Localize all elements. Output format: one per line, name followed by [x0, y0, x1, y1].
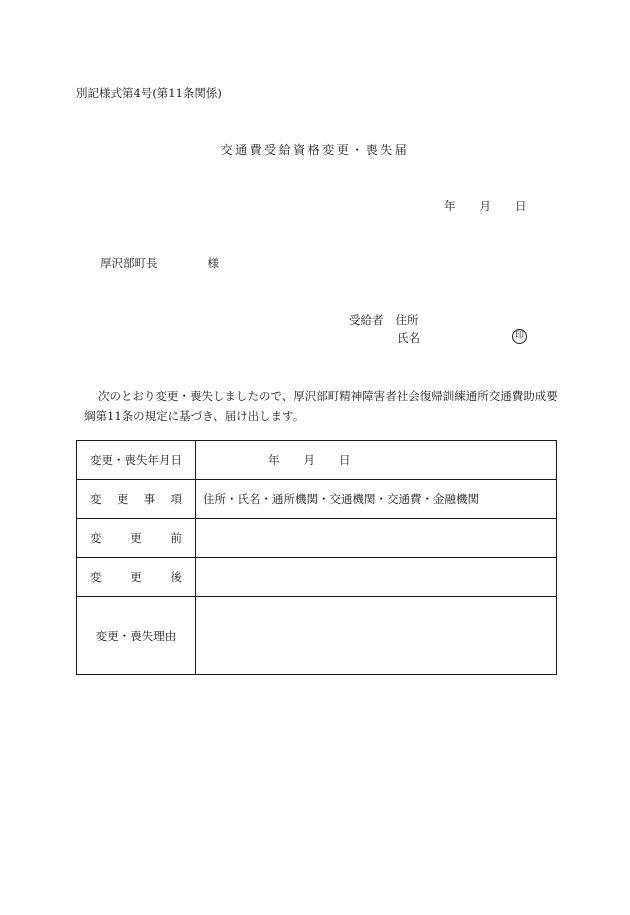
label-char: 後: [170, 570, 182, 584]
after-change-field[interactable]: [196, 558, 557, 597]
change-date-year: 年: [268, 453, 280, 467]
label-char: 変: [90, 531, 102, 545]
label-char: 更: [130, 570, 142, 584]
label-char: 更: [130, 531, 142, 545]
row-label-change-date: 変更・喪失年月日: [77, 441, 196, 480]
body-paragraph: 次のとおり変更・喪失しましたので、厚沢部町精神障害者社会復帰訓練通所交通費助成要綱第11条の規定に基づき、届け出します。: [84, 389, 558, 423]
table-row: [77, 558, 557, 597]
table-row: [77, 519, 557, 558]
addressee: [100, 255, 219, 271]
before-change-field[interactable]: [196, 519, 557, 558]
row-label-reason: 変更・喪失理由: [77, 597, 196, 675]
form-code: 別記様式第4号(第11条関係): [76, 86, 222, 100]
table-row: [77, 441, 557, 480]
recipient-name-line: [397, 330, 420, 346]
address-label: 住所: [395, 313, 419, 327]
reason-field[interactable]: [196, 597, 557, 675]
change-date-day: 日: [339, 453, 351, 467]
label-char: 変: [90, 492, 102, 506]
row-label-before: [77, 519, 196, 558]
change-table: [76, 440, 557, 675]
addressee-honorific: 様: [207, 256, 219, 270]
label-char: 前: [170, 531, 182, 545]
change-date-field[interactable]: [196, 441, 557, 480]
date-month-label: 月: [479, 199, 491, 213]
label-char: 事: [143, 492, 156, 506]
change-item-field[interactable]: 住所・氏名・通所機関・交通機関・交通費・金融機関: [196, 480, 557, 519]
addressee-name: 厚沢部町長: [100, 256, 158, 270]
submission-date: [444, 198, 527, 214]
recipient-label: 受給者: [349, 313, 384, 327]
document-title: 交通費受給資格変更・喪失届: [220, 143, 410, 157]
date-year-label: 年: [444, 199, 456, 213]
seal-mark: 印: [512, 329, 527, 344]
table-row: [77, 597, 557, 675]
row-label-change-item: [77, 480, 196, 519]
change-date-month: 月: [303, 453, 315, 467]
label-char: 更: [116, 492, 129, 506]
table-row: [77, 480, 557, 519]
row-label-after: [77, 558, 196, 597]
recipient-address-line: [349, 312, 419, 328]
label-char: 項: [170, 492, 182, 506]
name-label: 氏名: [397, 331, 420, 345]
date-day-label: 日: [515, 199, 527, 213]
label-char: 変: [90, 570, 102, 584]
